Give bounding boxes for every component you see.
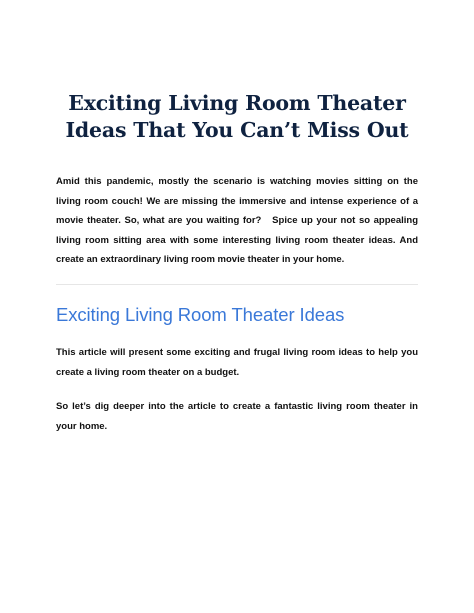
body-paragraph: So let’s dig deeper into the article to create a fantastic living room theater in your home. — [56, 401, 418, 432]
section-divider — [56, 284, 418, 285]
intro-paragraph: Amid this pandemic, mostly the scenario is watching movies sitting on the living room couch! We are missing the immersive and intense experience of a movie theater. So, what are you waiting for? Spice up your not so appealing living room sitting area with some interesting living room theater ideas. And create an extraordinary living room movie theater in your home. — [56, 176, 421, 266]
body-paragraph: This article will present some exciting and frugal living room ideas to help you create a living room theater on a budget. — [56, 346, 418, 378]
article-title: Exciting Living Room Theater Ideas That You Can’t Miss Out — [65, 91, 409, 142]
section-heading: Exciting Living Room Theater Ideas — [56, 303, 345, 325]
